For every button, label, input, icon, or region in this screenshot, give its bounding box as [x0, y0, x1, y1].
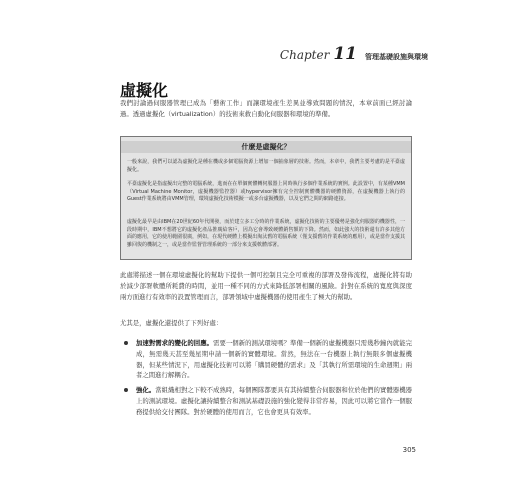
bullet-icon: [124, 341, 128, 345]
chapter-number: 11: [333, 44, 357, 64]
sidebar-box: [120, 136, 412, 260]
bullet-lead: 加速對需求的變化的回應。: [136, 339, 214, 347]
list-item: [120, 338, 412, 381]
benefits-list: [120, 338, 412, 422]
sidebar-title: 什麼是虛擬化？: [241, 143, 291, 151]
sidebar-title-bar: [121, 141, 411, 153]
intro-paragraph: 我們討論過伺服器管理已成為「藝術工作」而讓環境產生差異並導致問題的情況，本章前面已經討論過。透過虛擬化（virtualization）的技術來救自動化伺服器和環境的準備。: [120, 99, 412, 119]
page-number: 305: [402, 446, 416, 454]
bullet-text: 當組織相對之下較不成熟時，每個團隊都要具有其持續整合伺服器和位於他們的實體器機器上的測試環境。虛擬化讓持續整合和測試基礎設施的強化變得非常容易，因此可以將它當作一個服務提供給交付團隊。對於硬體的使用而言，它也會更具有效率。: [136, 386, 413, 416]
bullet-icon: [124, 388, 128, 392]
sidebar-paragraph: 一般來說，我們可以認為虛擬化是種在機或多個電腦資源上增加一個抽象層的技術。然而，本章中，我們主要考慮的是平臺虛擬化。: [127, 159, 405, 173]
bullet-text: 需要一個新的測試環境嗎？準備一個新的虛擬機器只需幾秒鐘內就能完成，無需幾天甚至幾星期申請一個新的實體環境。當然，無法在一台機器上執行無限多個虛擬機器，但某些情況下，用虛擬化技術可以將「購買硬體的需求」及「其執行所需環境的生命週期」兩者之間進行解耦合。: [136, 339, 412, 380]
benefits-intro: 尤其是，虛擬化還提供了下列好處：: [120, 319, 223, 327]
section-heading: 虛擬化: [120, 81, 169, 100]
sidebar-paragraph: 平臺虛擬化是指虛擬出完整的電腦系統，進而在在單個實體轉伺服器上同時執行多個作業系統的實例。此設置中，有某種VMM（Virtual Machine Monitor，虛擬機器監控器）或hypervisor擁有完全控制實體機器的硬體資源，在虛擬機器上執行的Guest作業系統將由VMM管理，環境虛擬化技術模擬一或多台虛擬機器，以及它們之間的網路連接。: [127, 181, 405, 203]
sidebar-paragraph: 虛擬化最早是由IBM在20世紀60年代開發，而於建立多工分時的作業系統，虛擬化技術的主要優勢是強化伺服器的機器性，一段時期中，IBM不想將它的虛擬化產品推廣給客戶，因為它會導致硬體銷售額的下降。然而，如此強大的技術還有許多其他方面的應用，它的使用範圍很廣，例如，在現代硬體上模擬出淘汰舊的電腦系統（僅支援舊的作業系統的應用），或是當作支援其雖回復的機制之一，或是當作監督管理系統的一部分來支援軟體部署。: [127, 219, 405, 248]
running-header: [280, 44, 428, 64]
chapter-title: 管理基礎設施與環境: [365, 53, 428, 61]
list-item: [120, 385, 412, 417]
body-paragraph: 此處將描述一個在環境虛擬化的幫助下提供一個可控制且完全可重複的部署及發佈流程，虛擬化將有助於減少部署軟體所耗費的時間，並用一種不同的方式來降低部署相關的風險。針對在系統的寬度與深度兩方面進行有效率的設置管理而言，部署領域中虛擬機器的使用產生了極大的幫助。: [120, 271, 412, 302]
chapter-word: Chapter: [279, 48, 330, 62]
bullet-lead: 強化。: [136, 386, 156, 395]
